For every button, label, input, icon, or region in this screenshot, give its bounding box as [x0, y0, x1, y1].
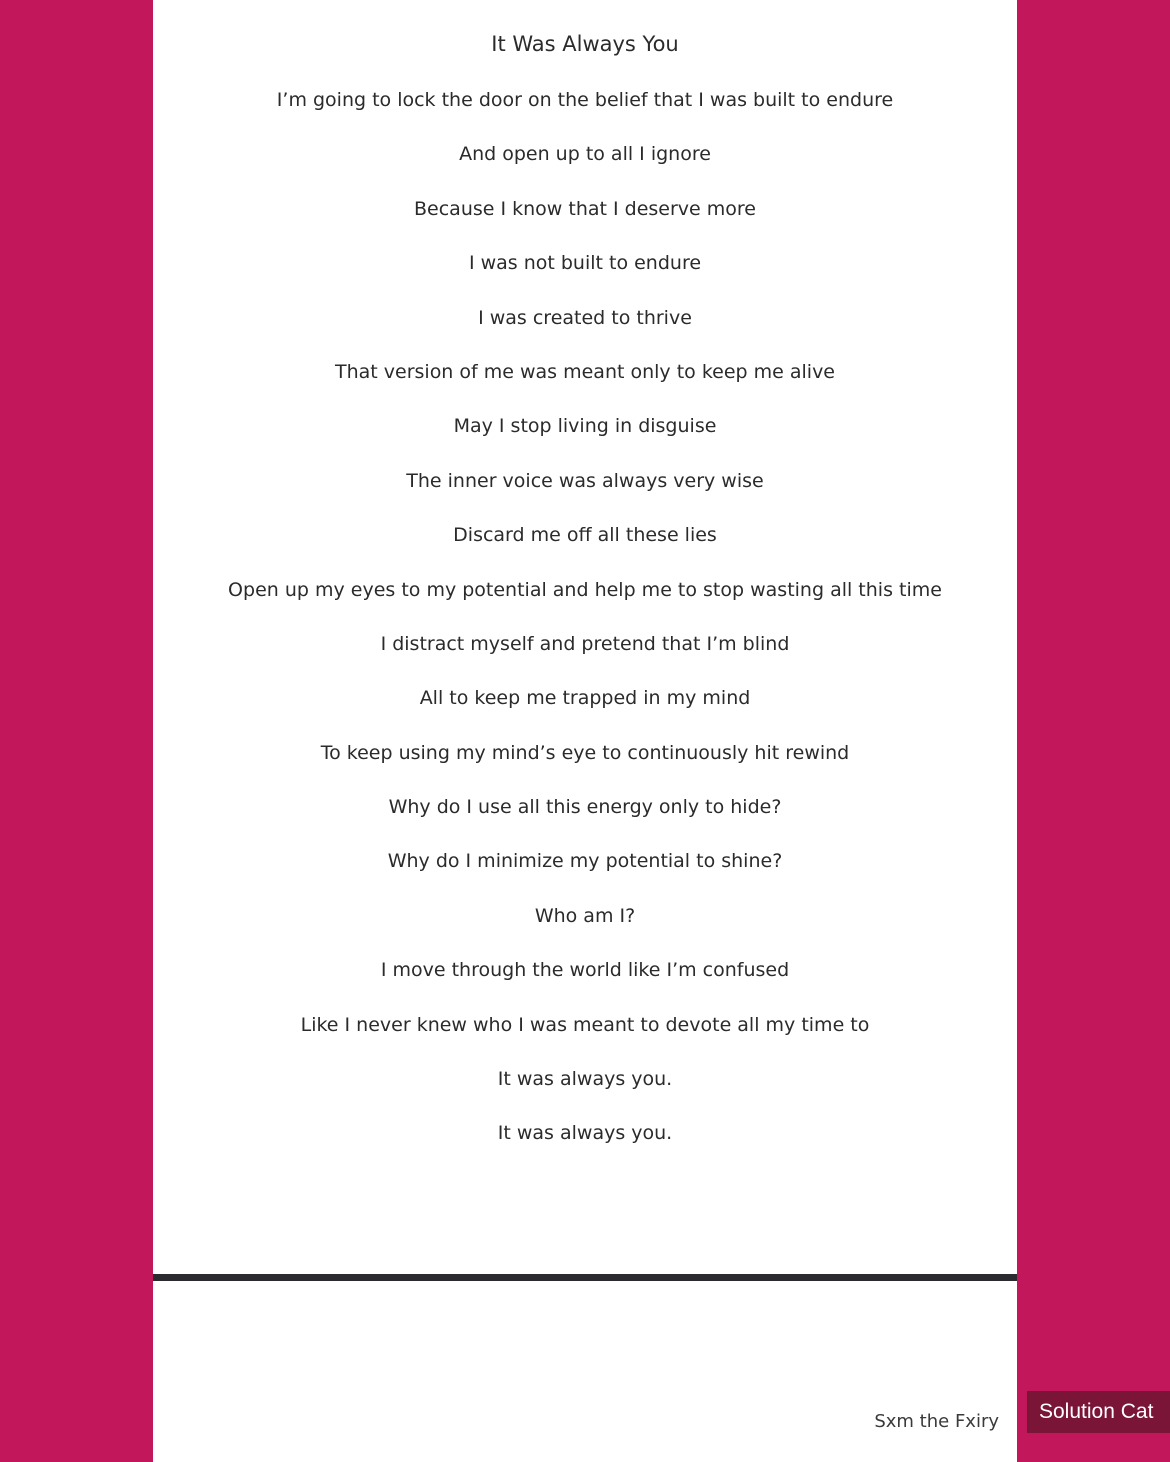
poem-line: Why do I use all this energy only to hide? — [388, 796, 782, 819]
poem-line: All to keep me trapped in my mind — [419, 687, 751, 710]
poem-line: It was always you. — [497, 1122, 673, 1145]
poem-line: It was always you. — [497, 1068, 673, 1091]
poem-line: Discard me off all these lies — [453, 524, 717, 547]
poem-line: Who am I? — [534, 904, 636, 927]
poem-line: Because I know that I deserve more — [414, 197, 756, 220]
poem-lines — [153, 87, 1017, 1175]
poem-line: Open up my eyes to my potential and help me to stop wasting all this time — [228, 578, 942, 601]
poem-line: Why do I minimize my potential to shine? — [387, 850, 783, 873]
poem-line: May I stop living in disguise — [453, 415, 717, 438]
poem-line: I move through the world like I’m confused — [380, 959, 790, 982]
poem-line: I distract myself and pretend that I’m blind — [380, 632, 790, 655]
poem-line: To keep using my mind’s eye to continuously hit rewind — [320, 741, 850, 764]
poem-page — [153, 0, 1017, 1462]
poem-line: I’m going to lock the door on the belief that I was built to endure — [276, 89, 894, 111]
poem-title: It Was Always You — [491, 32, 679, 56]
poem-line: Like I never knew who I was meant to devote all my time to — [300, 1013, 870, 1036]
solution-cat-badge[interactable]: Solution Cat — [1027, 1391, 1170, 1433]
divider — [153, 1274, 1017, 1281]
poem-line: And open up to all I ignore — [459, 143, 711, 166]
author-signature: Sxm the Fxiry — [874, 1411, 999, 1432]
poem-line: I was not built to endure — [468, 252, 702, 275]
poem-line: I was created to thrive — [478, 306, 692, 329]
poem-line: The inner voice was always very wise — [406, 469, 764, 492]
poem-line: That version of me was meant only to keep me alive — [334, 360, 835, 383]
